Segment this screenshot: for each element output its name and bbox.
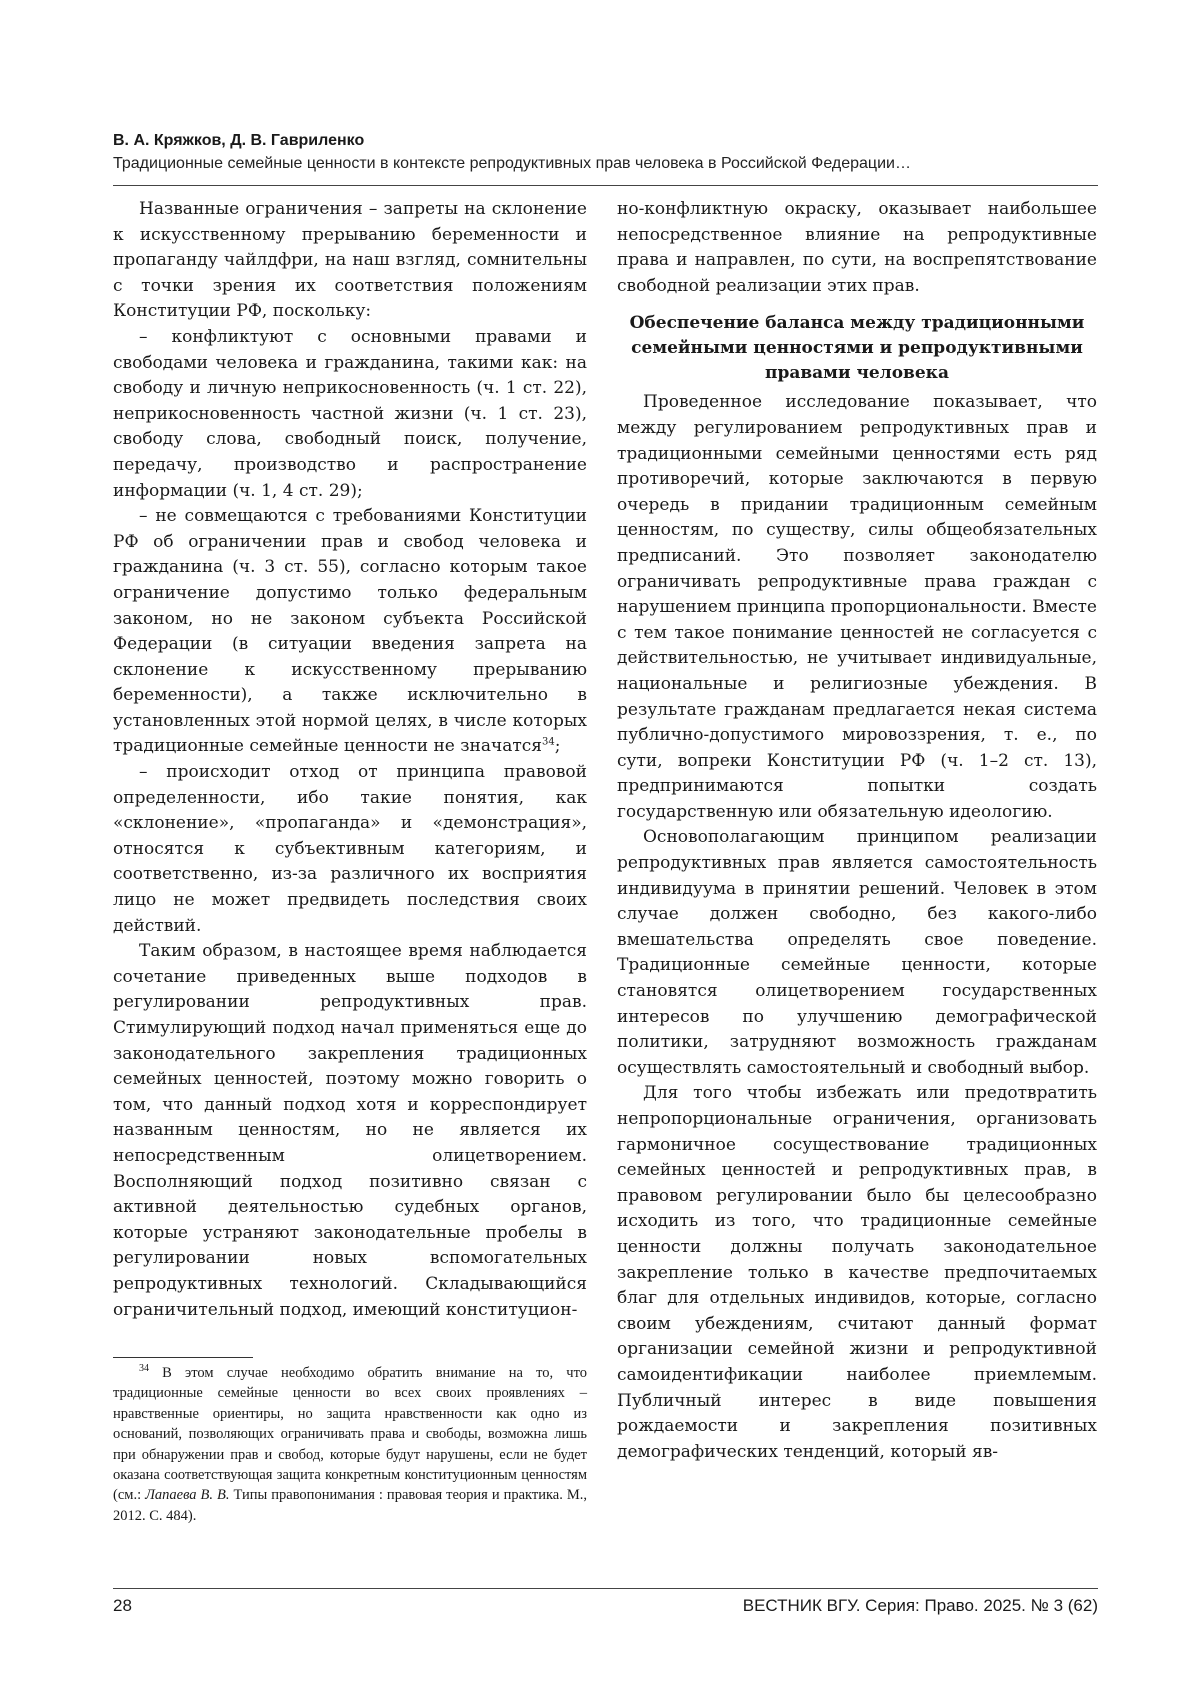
running-header — [113, 130, 1093, 176]
footer-divider — [113, 1588, 1098, 1589]
paragraph: Для того чтобы избежать или предотвратить непропорциональные ограничения, организовать гармоничное сосуществование традиционных семейных ценностей и репродуктивных прав, в правовом регулировании было бы целесообразно исходить из того, что традиционные семейные ценности должны получать законодательное закрепление только в качестве предпочитаемых благ для отдельных индивидов, которые, согласно своим убеждениям, считают данный формат организации семейной жизни и репродуктивной самоидентификации наиболее приемлемым. Публичный интерес в виде повышения рождаемости и закрепления позитивных демографических тенденций, который яв- — [617, 1083, 1097, 1462]
footnote-cited-author: Лапаева В. В. — [145, 1487, 230, 1504]
paragraph: но-конфликтную окраску, оказывает наибольшее непосредственное влияние на репродуктивные права и направлен, по сути, на воспрепятствование свободной реализации этих прав. — [617, 199, 1097, 296]
paragraph: – происходит отход от принципа правовой определенности, ибо такие понятия, как «склонение», «пропаганда» и «демонстрация», относятся к субъективным категориям, и соответственно, из-за различного их восприятия лицо не может предвидеть последствия своих действий. — [113, 762, 587, 936]
paragraph: Основополагающим принципом реализации репродуктивных прав является самостоятельность индивидуума в принятии решений. Человек в этом случае должен свободно, без какого-либо вмешательства определять свое поведение. Традиционные семейные ценности, которые становятся олицетворением государственных интересов по улучшению демографической политики, затрудняют возможность гражданам осуществлять самостоятельный и свободный выбор. — [617, 827, 1097, 1078]
section-heading: Обеспечение баланса между традиционными семейными ценностями и репродуктивными правами человека — [629, 313, 1085, 384]
footnote-text-part: В этом случае необходимо обратить внимание на то, что традиционные семейные ценности во всех своих проявлениях – нравственные ориентиры, но защита нравственности как одно из оснований, позволяющих ограничивать права и свободы, возможна лишь при обнаружении прав и свобод, которые будут нарушены, если не будет оказана соответствующая защита конкретным конституционным ценностям (см.: — [113, 1365, 587, 1504]
paragraph: – конфликтуют с основными правами и свободами человека и гражданина, такими как: на свободу и личную неприкосновенность (ч. 1 ст. 22), неприкосновенность частной жизни (ч. 1 ст. 23), свободу слова, свободный поиск, получение, передачу, производство и распространение информации (ч. 1, 4 ст. 29); — [113, 326, 587, 501]
header-authors: В. А. Кряжков, Д. В. Гавриленко — [113, 132, 365, 149]
journal-citation: ВЕСТНИК ВГУ. Серия: Право. 2025. № 3 (62) — [742, 1596, 1098, 1615]
paragraph: Названные ограничения – запреты на склонение к искусственному прерыванию беременности и пропаганду чайлдфри, на наш взгляд, сомнительны с точки зрения их соответствия положениям Конституции РФ, поскольку: — [113, 199, 587, 322]
footnote-divider — [113, 1357, 253, 1358]
paragraph-text: – не совмещаются с требованиями Конституции РФ об ограничении прав и свобод человека и гражданина (ч. 3 ст. 55), согласно которым такое ограничение допустимо только федеральным законом, но не законом субъекта Российской Федерации (в ситуации введения запрета на склонение к искусственному прерыванию беременности), а также исключительно в установленных этой нормой целях, в числе которых традиционные семейные ценности не значатся — [113, 506, 587, 757]
right-column — [617, 197, 1097, 1465]
footnote-number: 34 — [139, 1363, 149, 1375]
paragraph: Таким образом, в настоящее время наблюдается сочетание приведенных выше подходов в регулировании репродуктивных прав. Стимулирующий подход начал применяться еще до законодательного закрепления традиционных семейных ценностей, поэтому можно говорить о том, что данный подход хотя и корреспондирует названным ценностям, но не является их непосредственным олицетворением. Восполняющий подход позитивно связан с активной деятельностью судебных органов, которые устраняют законодательные пробелы в регулировании новых вспомогательных репродуктивных технологий. Складывающийся ограничительный подход, имеющий конституцион- — [113, 941, 587, 1320]
left-column — [113, 197, 587, 1323]
paragraph — [113, 504, 587, 760]
header-divider — [113, 185, 1098, 186]
header-article-title: Традиционные семейные ценности в контексте репродуктивных прав человека в Российской Федерации… — [113, 155, 911, 172]
page-number: 28 — [113, 1596, 132, 1615]
paragraph-text: ; — [554, 736, 561, 757]
footnote-text-part: Типы правопонимания : правовая теория и практика. М., 2012. С. 484). — [113, 1487, 587, 1524]
footnote — [113, 1363, 587, 1526]
paragraph: Проведенное исследование показывает, что между регулированием репродуктивных прав и традиционными семейными ценностями есть ряд противоречий, которые заключаются в первую очередь в придании традиционным семейным ценностям, по существу, силы общеобязательных предписаний. Это позволяет законодателю ограничивать репродуктивные права граждан с нарушением принципа пропорциональности. Вместе с тем такое понимание ценностей не согласуется с действительностью, не учитывает индивидуальные, национальные и религиозные убеждения. В результате гражданам предлагается некая система публично-допустимого мировоззрения, т. е., по сути, вопреки Конституции РФ (ч. 1–2 ст. 13), предпринимаются попытки создать государственную или обязательную идеологию. — [617, 392, 1097, 822]
footnote-text — [113, 1363, 587, 1526]
footnote-reference[interactable]: 34 — [542, 736, 555, 748]
